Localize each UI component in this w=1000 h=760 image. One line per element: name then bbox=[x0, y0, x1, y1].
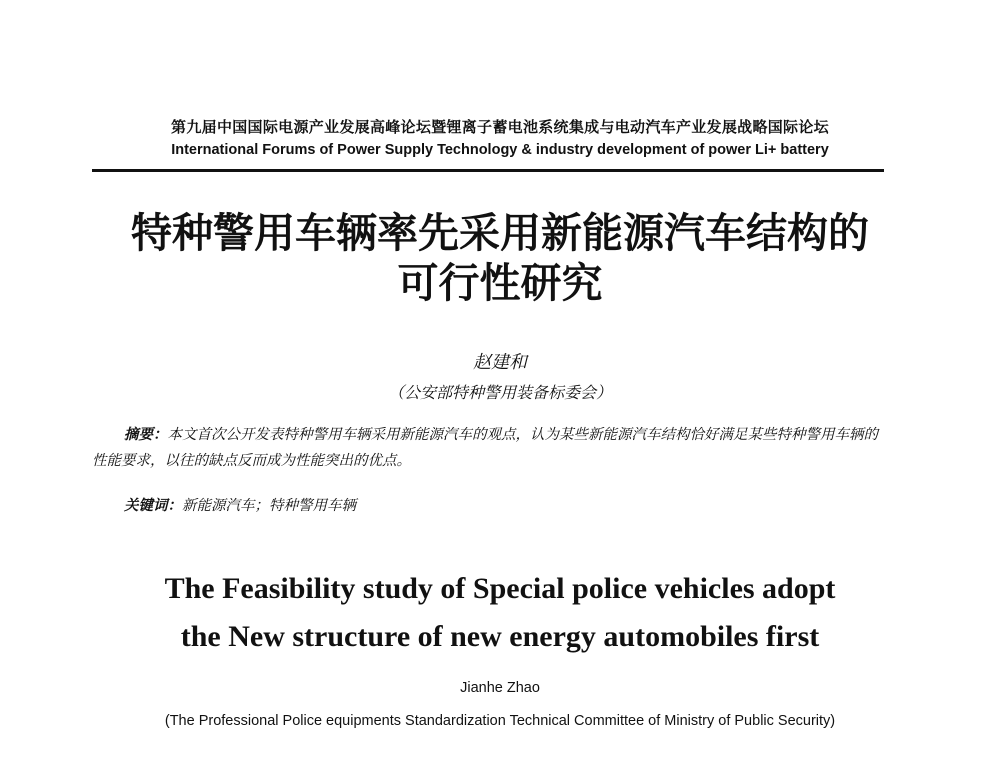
abstract-zh bbox=[92, 422, 892, 474]
paper-title-en bbox=[0, 565, 1000, 661]
affiliation-zh: （公安部特种警用装备标委会） bbox=[387, 383, 612, 402]
author-name-en: Jianhe Zhao bbox=[460, 680, 540, 696]
paper-title-en-line2: the New structure of new energy automobiles first bbox=[180, 620, 820, 653]
keywords-text: 新能源汽车；特种警用车辆 bbox=[182, 498, 356, 514]
conference-title-en: International Forums of Power Supply Technology & industry development of power Li+ battery bbox=[171, 142, 829, 158]
keywords-label: 关键词： bbox=[124, 497, 182, 514]
header-divider bbox=[92, 169, 884, 172]
paper-title-zh bbox=[0, 208, 1000, 308]
paper-title-zh-line1: 特种警用车辆率先采用新能源汽车结构的 bbox=[131, 209, 869, 257]
affiliation-en: (The Professional Police equipments Standardization Technical Committee of Ministry of Public Security) bbox=[164, 713, 836, 729]
conference-title-zh: 第九届中国国际电源产业发展高峰论坛暨锂离子蓄电池系统集成与电动汽车产业发展战略国际论坛 bbox=[171, 118, 829, 136]
abstract-label: 摘要： bbox=[124, 426, 168, 443]
author-name-zh: 赵建和 bbox=[473, 352, 527, 373]
abstract-text: 本文首次公开发表特种警用车辆采用新能源汽车的观点，认为某些新能源汽车结构恰好满足某些特种警用车辆的性能要求，以往的缺点反而成为性能突出的优点。 bbox=[92, 427, 878, 469]
keywords-zh bbox=[124, 494, 884, 515]
paper-title-en-line1: The Feasibility study of Special police vehicles adopt bbox=[164, 572, 836, 605]
paper-title-zh-line2: 可行性研究 bbox=[397, 259, 603, 307]
